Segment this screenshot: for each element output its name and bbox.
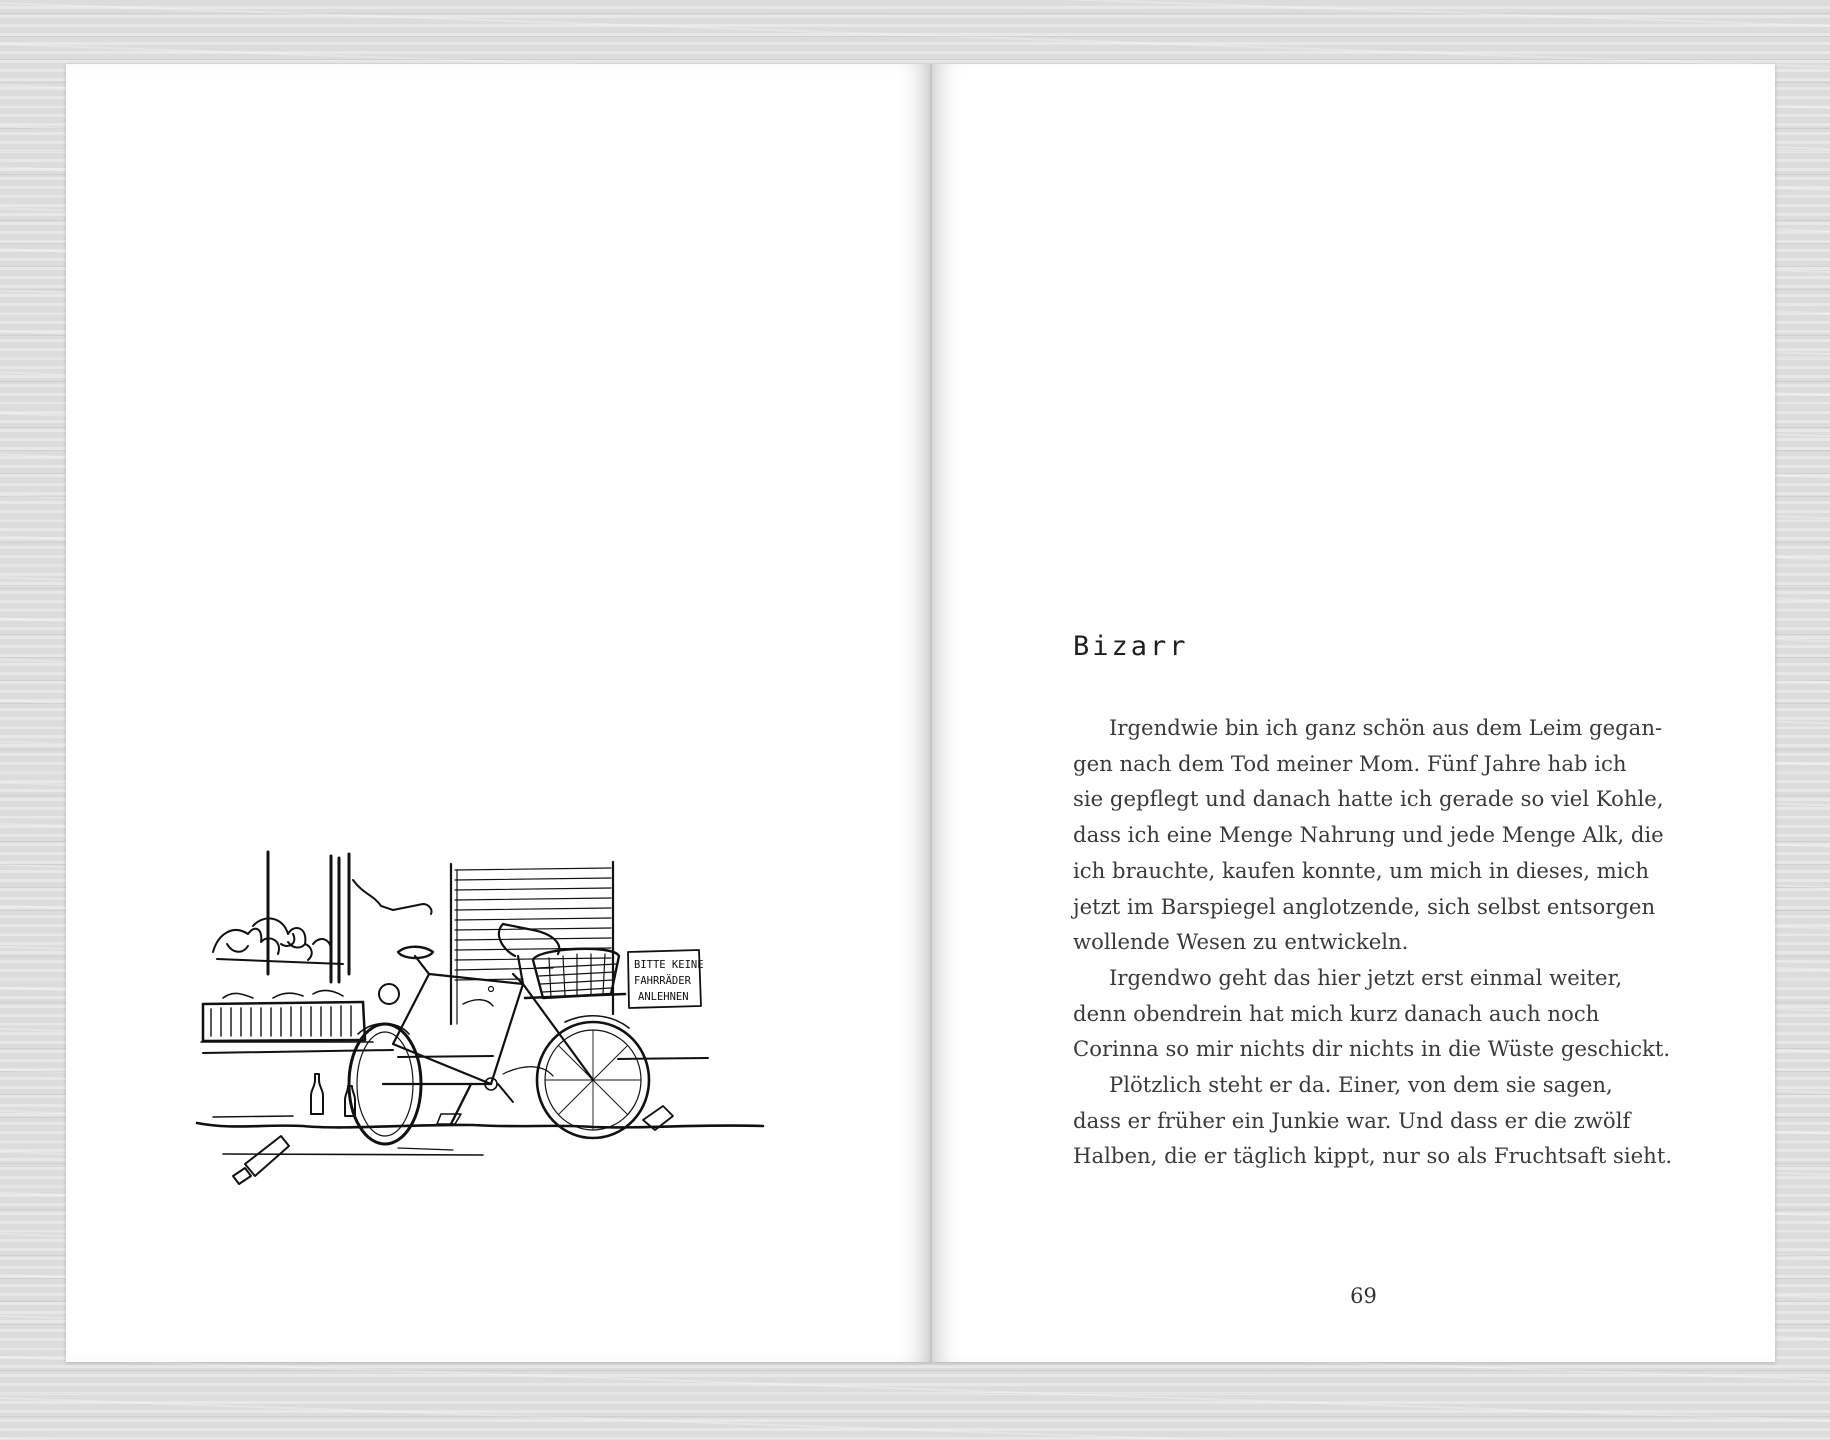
paragraph	[1073, 710, 1664, 960]
chapter-title: Bizarr	[1073, 631, 1189, 662]
sign-line-2: FAHRRÄDER	[634, 975, 691, 987]
text-line: dass er früher ein Junkie war. Und dass er die zwölf	[1073, 1107, 1631, 1133]
text-line: gen nach dem Tod meiner Mom. Fünf Jahre hab ich	[1073, 750, 1627, 776]
sign-line-3: ANLEHNEN	[638, 991, 689, 1003]
sign-line-1: BITTE KEINE	[634, 959, 704, 971]
ground-lines	[197, 1050, 763, 1155]
roller-shutter	[451, 862, 613, 1024]
paragraph	[1073, 1067, 1673, 1174]
right-page	[932, 64, 1775, 1362]
bottles	[233, 1074, 355, 1184]
window-plants	[213, 918, 343, 964]
body-text	[1073, 710, 1673, 1174]
text-line: dass ich eine Menge Nahrung und jede Menge Alk, die	[1073, 822, 1664, 848]
text-line: jetzt im Barspiegel anglotzende, sich selbst entsorgen	[1073, 893, 1656, 919]
page-number: 69	[1350, 1284, 1377, 1308]
left-page	[66, 64, 932, 1362]
text-line: denn obendrein hat mich kurz danach auch noch	[1073, 1000, 1600, 1026]
bicycle-sketch-illustration	[193, 784, 803, 1194]
text-line: sie gepflegt und danach hatte ich gerade so viel Kohle,	[1073, 786, 1664, 812]
text-line: Corinna so mir nichts dir nichts in die Wüste geschickt.	[1073, 1036, 1671, 1062]
text-line: wollende Wesen zu entwickeln.	[1073, 929, 1409, 955]
sign-text	[634, 959, 704, 1003]
text-line: ich brauchte, kaufen konnte, um mich in dieses, mich	[1073, 857, 1650, 883]
paragraph	[1073, 960, 1671, 1067]
text-line: Irgendwo geht das hier jetzt erst einmal weiter,	[1109, 964, 1623, 990]
text-line: Halben, die er täglich kippt, nur so als Fruchtsaft sieht.	[1073, 1143, 1673, 1169]
text-line: Plötzlich steht er da. Einer, von dem sie sagen,	[1109, 1072, 1613, 1098]
text-line: Irgendwie bin ich ganz schön aus dem Leim gegan-	[1109, 715, 1663, 740]
flower-box	[201, 990, 373, 1042]
